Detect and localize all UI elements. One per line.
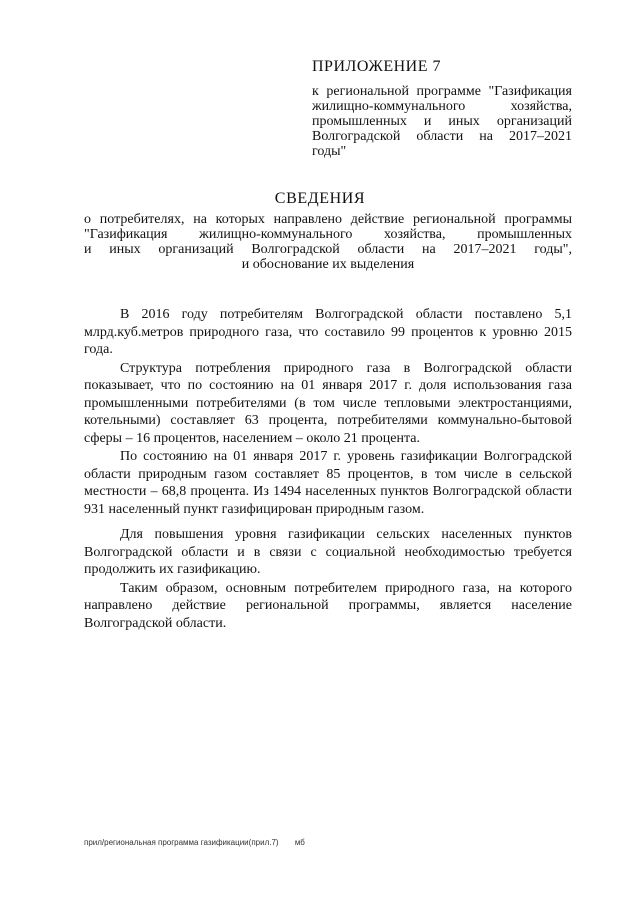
annex-reference: к региональной программе "Газификация жилищно-коммунального хозяйства, промышленных и иных организаций Волгоградской области на 2017–2021 годы" [312, 84, 572, 159]
footer-path: прил/региональная программа газификации(прил.7) [84, 838, 279, 847]
footer-mark: мб [294, 838, 305, 847]
annex-title: ПРИЛОЖЕНИЕ 7 [312, 58, 442, 75]
body-text [84, 306, 572, 633]
subtitle-line: о потребителях, на которых направлено действие региональной программы [84, 212, 572, 227]
paragraph: По состоянию на 01 января 2017 г. уровень газификации Волгоградской области природным газом составляет 85 процентов, в том числе в сельской местности – 68,8 процента. Из 1494 населенных пунктов Волгоградской области 931 населенный пункт газифицирован природным газом. [84, 449, 572, 517]
subtitle-line: и обоснование их выделения [241, 257, 415, 272]
document-subtitle [84, 212, 572, 272]
subtitle-line: "Газификация жилищно-коммунального хозяйства, промышленных [84, 227, 572, 242]
subtitle-line: и иных организаций Волгоградской области на 2017–2021 годы", [84, 242, 572, 257]
paragraph: В 2016 году потребителям Волгоградской области поставлено 5,1 млрд.куб.метров природного газа, что составило 99 процентов к уровню 2015 года. [84, 307, 572, 357]
paragraph: Структура потребления природного газа в Волгоградской области показывает, что по состоянию на 01 января 2017 г. доля использования газа промышленными потребителями (в том числе тепловыми электростанциями, котельными) составляет 63 процента, потребителями коммунально-бытовой сферы – 16 процентов, населением – около 21 процента. [84, 360, 572, 446]
paragraph: Для повышения уровня газификации сельских населенных пунктов Волгоградской области и в связи с социальной необходимостью требуется продолжить их газификацию. [84, 527, 572, 577]
footer [84, 838, 384, 847]
document-title: СВЕДЕНИЯ [274, 190, 366, 207]
paragraph: Таким образом, основным потребителем природного газа, на которого направлено действие региональной программы, является население Волгоградской области. [84, 580, 572, 631]
